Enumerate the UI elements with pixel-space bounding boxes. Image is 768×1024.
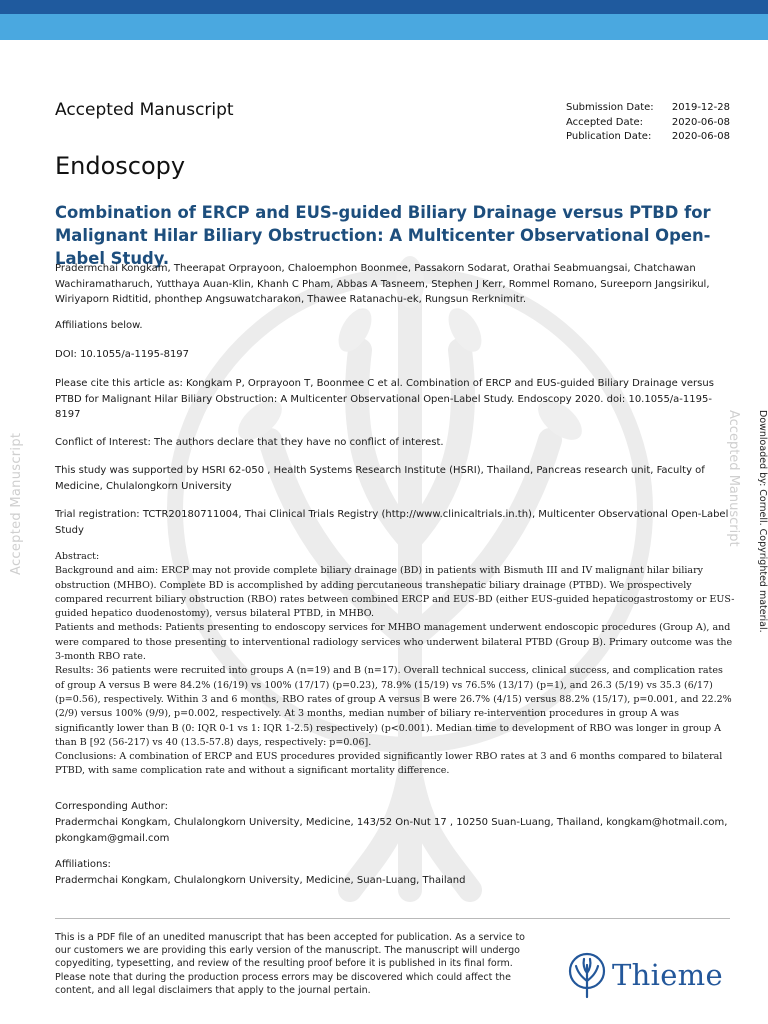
submission-date-row [566,101,730,116]
citation: Please cite this article as: Kongkam P, Orprayoon T, Boonmee C et al. Combination of ERCP and EUS-guided Biliary Drainage versus PTBD for Malignant Hilar Biliary Obstruction: A Multicenter Observational Open-Label Study. Endoscopy 2020. doi: 10.1055/a-1195-8197 [55,378,714,420]
publication-date-row [566,130,730,145]
thieme-tree-icon [566,951,608,999]
thieme-logo [566,950,736,1000]
affiliations-heading: Affiliations: [55,859,111,870]
abstract [55,550,735,779]
article-title: Combination of ERCP and EUS-guided Biliary Drainage versus PTBD for Malignant Hilar Biliary Obstruction: A Multicenter Observational Open-Label Study. [55,203,711,268]
side-watermark-left: Accepted Manuscript [9,432,24,575]
journal-title: Endoscopy [55,152,186,180]
trial-registration: Trial registration: TCTR20180711004, Thai Clinical Trials Registry (http://www.clinicaltrials.in.th), Multicenter Observational Open-Label Study [55,509,729,536]
disclaimer-text: This is a PDF file of an unedited manuscript that has been accepted for publication. As a service to our customers we are providing this early version of the manuscript. The manuscript will undergo copyediting, typesetting, and review of the resulting proof before it is published in its final form. Please note that during the production process errors may be discovered which could affect the content, and all legal disclaimers that apply to the journal pertain. [55,932,525,996]
author-list: Pradermchai Kongkam, Theerapat Orprayoon, Chaloemphon Boonmee, Passakorn Sodarat, Orathai Seabmuangsai, Chatchawan Wachiramatharuch, Yutthaya Auan-Klin, Khanh C Pham, Abbas A Tasneem, Stephen J Kerr, Rommel Romano, Sureeporn Jangsirikul, Wiriyaporn Ridtitid, phonthep Angsuwatcharakon, Thawee Ratanachu-ek, Rungsun Rerknimitr. [55,263,710,305]
top-banner-dark [0,0,768,14]
corresponding-author: Pradermchai Kongkam, Chulalongkorn University, Medicine, 143/52 On-Nut 17 , 10250 Suan-Luang, Thailand, kongkam@hotmail.com, pkongkam@gmail.com [55,817,728,844]
date-value: 2020-06-08 [671,131,730,142]
conflict-of-interest: Conflict of Interest: The authors declare that they have no conflict of interest. [55,437,444,448]
accepted-date-row [566,116,730,131]
affiliations-note: Affiliations below. [55,320,143,331]
abstract-methods: Patients and methods: Patients presenting to endoscopy services for MHBO management underwent endoscopic procedures (Group A), and were compared to those presenting to interventional radiology services who underwent bilateral PTBD (Group B). Primary outcome was the 3-month RBO rate. [55,622,733,663]
date-key: Accepted Date: [566,116,644,128]
abstract-conclusions: Conclusions: A combination of ERCP and EUS procedures provided significantly lower RBO rates at 3 and 6 months compared to bilateral PTBD, with same complication rate and without a significant mortality difference. [55,751,723,777]
top-banner-light [0,14,768,40]
affiliations-text: Pradermchai Kongkam, Chulalongkorn University, Medicine, Suan-Luang, Thailand [55,875,466,886]
footer-divider [55,918,730,919]
abstract-background: Background and aim: ERCP may not provide complete biliary drainage (BD) in patients with Bismuth III and IV malignant hilar biliary obstruction (MHBO). Complete BD is accomplished by adding percutaneous transhepatic biliary drainage (PTBD). We prospectively compared recurrent biliary obstruction (RBO) rates between combined ERCP and EUS-BD (either EUS-guided hepaticogastrostomy or EUS-guided hepatico duodenostomy), versus bilateral PTBD, in MHBO. [55,565,735,620]
abstract-heading: Abstract: [55,551,100,562]
thieme-wordmark: Thieme [612,958,723,992]
download-notice: Downloaded by: Cornell. Copyrighted material. [757,410,768,633]
dates-block [566,101,730,145]
date-key: Submission Date: [566,102,654,113]
accepted-manuscript-label: Accepted Manuscript [55,100,234,120]
funding-statement: This study was supported by HSRI 62-050 , Health Systems Research Institute (HSRI), Thailand, Pancreas research unit, Faculty of Medicine, Chulalongkorn University [55,465,705,492]
corresponding-heading: Corresponding Author: [55,801,168,812]
date-value: 2019-12-28 [671,102,730,113]
side-watermark-right: Accepted Manuscript [726,410,741,547]
abstract-results: Results: 36 patients were recruited into groups A (n=19) and B (n=17). Overall technical success, clinical success, and complication rates of group A versus B were 84.2% (16/19) vs 100% (17/17) (p=0.23), 78.9% (15/19) vs 76.5% (13/17) (p=1), and 26.3 (5/19) vs 35.3 (6/17) (p=0.56), respectively. Within 3 and 6 months, RBO rates of group A versus B were 26.7% (4/15) versus 88.2% (15/17), p=0.001, and 22.2% (2/9) versus 100% (9/9), p=0.002, respectively. At 3 months, median number of biliary re-intervention procedures in group A was significantly lower than B (0: IQR 0-1 vs 1: IQR 1-2.5) respectively) (p<0.001). Median time to development of RBO was longer in group A than B [92 (56-217) vs 40 (13.5-57.8) days, respectively: p=0.06]. [55,665,732,748]
date-key: Publication Date: [566,131,652,142]
doi[interactable]: DOI: 10.1055/a-1195-8197 [55,349,190,360]
date-value: 2020-06-08 [671,116,730,128]
